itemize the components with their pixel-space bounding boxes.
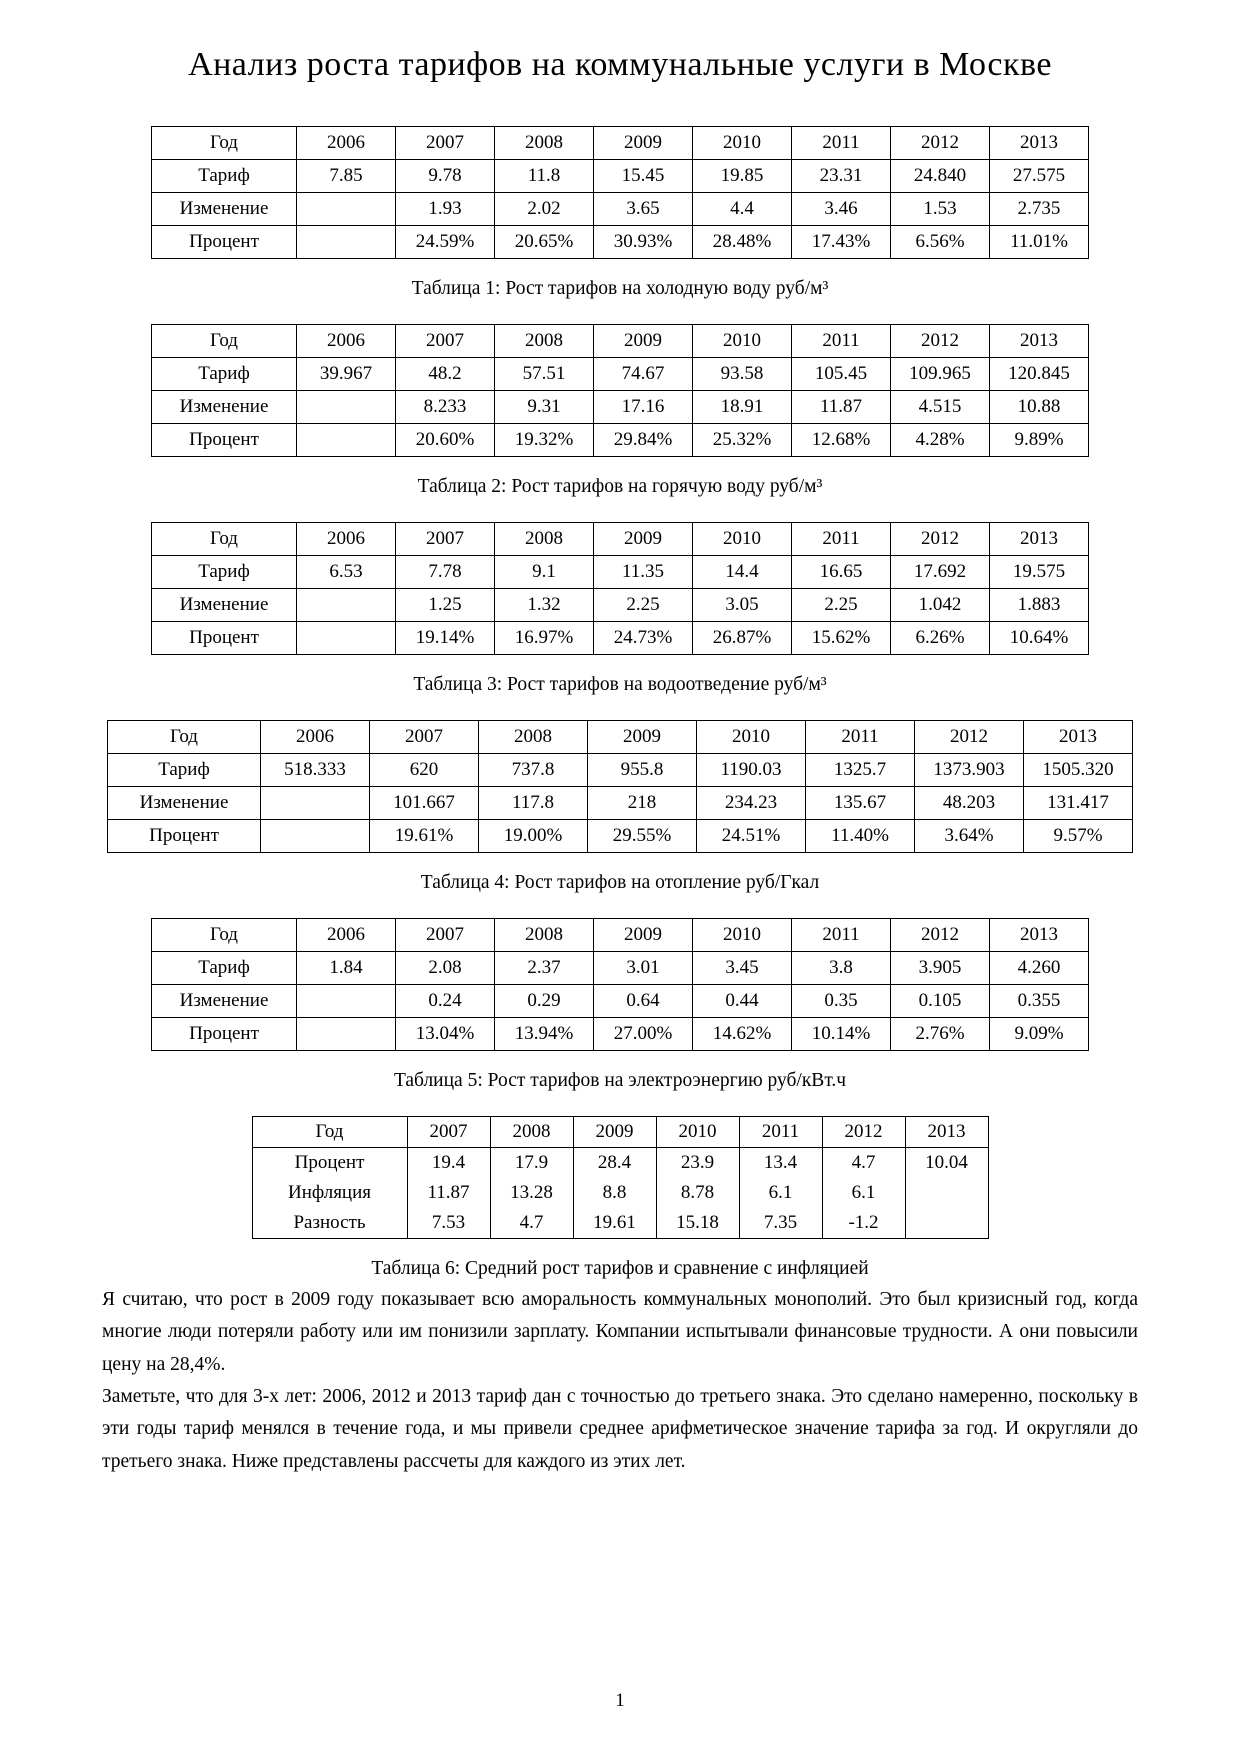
year-header-cell: 2008 (495, 523, 594, 556)
year-header-cell: 2009 (594, 325, 693, 358)
value-cell: 19.575 (990, 556, 1089, 589)
year-header-cell: 2007 (407, 1117, 490, 1148)
table-caption-2: Таблица 2: Рост тарифов на горячую воду руб/м³ (417, 476, 823, 497)
value-cell: 13.4 (739, 1148, 822, 1179)
value-cell: 2.08 (396, 952, 495, 985)
value-cell: 28.48% (693, 226, 792, 259)
value-cell: 7.35 (739, 1208, 822, 1239)
year-header-cell: 2006 (261, 721, 370, 754)
value-cell: 19.32% (495, 424, 594, 457)
table-row (152, 160, 1089, 193)
value-cell: 39.967 (297, 358, 396, 391)
value-cell (261, 820, 370, 853)
value-cell (297, 622, 396, 655)
value-cell: 93.58 (693, 358, 792, 391)
row-label-cell: Процент (152, 226, 297, 259)
table-row (152, 391, 1089, 424)
row-label-cell: Тариф (108, 754, 261, 787)
year-header-cell: 2006 (297, 919, 396, 952)
value-cell: 11.35 (594, 556, 693, 589)
value-cell: 1.32 (495, 589, 594, 622)
value-cell: 7.53 (407, 1208, 490, 1239)
value-cell: 16.65 (792, 556, 891, 589)
year-header-cell: 2010 (656, 1117, 739, 1148)
year-header-cell: 2009 (594, 919, 693, 952)
value-cell: 620 (370, 754, 479, 787)
value-cell: 19.4 (407, 1148, 490, 1179)
value-cell: 1.042 (891, 589, 990, 622)
value-cell: 17.692 (891, 556, 990, 589)
year-header-cell: 2013 (990, 523, 1089, 556)
value-cell: 955.8 (588, 754, 697, 787)
value-cell: 11.87 (407, 1178, 490, 1208)
value-cell: 0.44 (693, 985, 792, 1018)
value-cell: 19.61 (573, 1208, 656, 1239)
table-caption-4: Таблица 4: Рост тарифов на отопление руб/Гкал (420, 872, 820, 893)
value-cell: 9.78 (396, 160, 495, 193)
value-cell: 0.35 (792, 985, 891, 1018)
value-cell: 20.60% (396, 424, 495, 457)
year-header-cell: 2011 (792, 325, 891, 358)
value-cell (261, 787, 370, 820)
table-row (152, 589, 1089, 622)
value-cell: 0.105 (891, 985, 990, 1018)
value-cell: 0.355 (990, 985, 1089, 1018)
value-cell: 6.1 (822, 1178, 905, 1208)
value-cell: 11.01% (990, 226, 1089, 259)
year-header-cell: 2010 (697, 721, 806, 754)
value-cell: 74.67 (594, 358, 693, 391)
page-title: Анализ роста тарифов на коммунальные услуги в Москве (188, 46, 1052, 83)
value-cell: 8.233 (396, 391, 495, 424)
year-header-cell: 2013 (990, 325, 1089, 358)
value-cell: 8.8 (573, 1178, 656, 1208)
value-cell: 1.93 (396, 193, 495, 226)
value-cell: 2.37 (495, 952, 594, 985)
year-header-cell: 2012 (891, 325, 990, 358)
value-cell: 3.64% (915, 820, 1024, 853)
value-cell: 14.62% (693, 1018, 792, 1051)
value-cell: 15.45 (594, 160, 693, 193)
value-cell: 3.05 (693, 589, 792, 622)
year-header-cell: 2010 (693, 523, 792, 556)
value-cell: 24.73% (594, 622, 693, 655)
table-row (108, 820, 1133, 853)
table-header-row (152, 127, 1089, 160)
value-cell: -1.2 (822, 1208, 905, 1239)
row-label-cell: Процент (252, 1148, 407, 1179)
table-header-row (152, 523, 1089, 556)
value-cell: 0.29 (495, 985, 594, 1018)
value-cell: 17.9 (490, 1148, 573, 1179)
value-cell: 29.55% (588, 820, 697, 853)
value-cell: 11.40% (806, 820, 915, 853)
value-cell: 117.8 (479, 787, 588, 820)
value-cell: 3.01 (594, 952, 693, 985)
value-cell: 135.67 (806, 787, 915, 820)
year-header-cell: 2009 (594, 127, 693, 160)
heating-tariff-table (107, 720, 1133, 853)
table-row (152, 1018, 1089, 1051)
year-header-cell: 2010 (693, 919, 792, 952)
year-header-cell: 2012 (915, 721, 1024, 754)
table-header-row (152, 325, 1089, 358)
value-cell: 13.28 (490, 1178, 573, 1208)
value-cell: 4.7 (490, 1208, 573, 1239)
value-cell: 4.515 (891, 391, 990, 424)
value-cell: 15.62% (792, 622, 891, 655)
value-cell: 19.61% (370, 820, 479, 853)
value-cell: 8.78 (656, 1178, 739, 1208)
value-cell: 11.87 (792, 391, 891, 424)
year-header-cell: 2008 (479, 721, 588, 754)
table-row (252, 1178, 988, 1208)
table-caption-3: Таблица 3: Рост тарифов на водоотведение руб/м³ (413, 674, 827, 695)
value-cell: 16.97% (495, 622, 594, 655)
table-row (152, 556, 1089, 589)
value-cell: 2.02 (495, 193, 594, 226)
value-cell: 1190.03 (697, 754, 806, 787)
value-cell: 48.2 (396, 358, 495, 391)
value-cell: 234.23 (697, 787, 806, 820)
body-paragraph-1: Я считаю, что рост в 2009 году показывает всю аморальность коммунальных монополий. Это был кризисный год, когда многие люди потеряли работу или им понизили зарплату. Компании испытывали финансовые трудности. А они повысили цену на 28,4%. (102, 1289, 1138, 1375)
year-header-cell: 2011 (792, 523, 891, 556)
table-header-row (108, 721, 1133, 754)
value-cell: 10.88 (990, 391, 1089, 424)
value-cell: 9.57% (1024, 820, 1133, 853)
row-label-cell: Год (152, 523, 297, 556)
row-label-cell: Тариф (152, 160, 297, 193)
year-header-cell: 2010 (693, 325, 792, 358)
value-cell: 2.25 (594, 589, 693, 622)
value-cell: 10.14% (792, 1018, 891, 1051)
table-header-row (152, 919, 1089, 952)
value-cell: 3.45 (693, 952, 792, 985)
value-cell: 9.09% (990, 1018, 1089, 1051)
value-cell: 3.8 (792, 952, 891, 985)
table-caption-1: Таблица 1: Рост тарифов на холодную воду руб/м³ (411, 278, 829, 299)
value-cell: 1505.320 (1024, 754, 1133, 787)
value-cell: 13.94% (495, 1018, 594, 1051)
value-cell: 19.85 (693, 160, 792, 193)
value-cell: 4.28% (891, 424, 990, 457)
row-label-cell: Тариф (152, 556, 297, 589)
year-header-cell: 2011 (806, 721, 915, 754)
table-header-row (252, 1117, 988, 1148)
row-label-cell: Процент (152, 622, 297, 655)
value-cell: 0.24 (396, 985, 495, 1018)
table-row (152, 424, 1089, 457)
table-row (152, 358, 1089, 391)
value-cell: 30.93% (594, 226, 693, 259)
electricity-tariff-table (151, 918, 1089, 1051)
value-cell: 20.65% (495, 226, 594, 259)
value-cell: 120.845 (990, 358, 1089, 391)
year-header-cell: 2011 (792, 919, 891, 952)
row-label-cell: Тариф (152, 952, 297, 985)
row-label-cell: Год (152, 127, 297, 160)
year-header-cell: 2007 (396, 919, 495, 952)
year-header-cell: 2007 (370, 721, 479, 754)
value-cell: 3.65 (594, 193, 693, 226)
water-disposal-tariff-table (151, 522, 1089, 655)
page-number: 1 (615, 1690, 625, 1711)
row-label-cell: Год (108, 721, 261, 754)
value-cell: 17.43% (792, 226, 891, 259)
value-cell: 17.16 (594, 391, 693, 424)
value-cell: 3.905 (891, 952, 990, 985)
value-cell: 2.76% (891, 1018, 990, 1051)
row-label-cell: Год (152, 325, 297, 358)
value-cell: 6.56% (891, 226, 990, 259)
table-row (152, 985, 1089, 1018)
value-cell: 10.64% (990, 622, 1089, 655)
year-header-cell: 2013 (990, 127, 1089, 160)
row-label-cell: Процент (108, 820, 261, 853)
value-cell: 4.7 (822, 1148, 905, 1179)
hot-water-tariff-table (151, 324, 1089, 457)
value-cell: 109.965 (891, 358, 990, 391)
value-cell: 48.203 (915, 787, 1024, 820)
value-cell: 23.31 (792, 160, 891, 193)
year-header-cell: 2008 (495, 127, 594, 160)
value-cell (297, 985, 396, 1018)
value-cell (905, 1178, 988, 1208)
value-cell: 4.4 (693, 193, 792, 226)
table-row (108, 787, 1133, 820)
table-row (152, 193, 1089, 226)
row-label-cell: Процент (152, 424, 297, 457)
row-label-cell: Изменение (108, 787, 261, 820)
row-label-cell: Изменение (152, 193, 297, 226)
table-caption-5: Таблица 5: Рост тарифов на электроэнергию руб/кВт.ч (393, 1070, 847, 1091)
value-cell: 1.25 (396, 589, 495, 622)
table-row (152, 226, 1089, 259)
year-header-cell: 2008 (495, 919, 594, 952)
year-header-cell: 2007 (396, 127, 495, 160)
value-cell: 29.84% (594, 424, 693, 457)
value-cell: 1325.7 (806, 754, 915, 787)
table-caption-6: Таблица 6: Средний рост тарифов и сравнение с инфляцией (371, 1258, 869, 1279)
row-label-cell: Процент (152, 1018, 297, 1051)
value-cell: 1.883 (990, 589, 1089, 622)
table-row (152, 952, 1089, 985)
row-label-cell: Тариф (152, 358, 297, 391)
value-cell: 6.1 (739, 1178, 822, 1208)
value-cell: 0.64 (594, 985, 693, 1018)
value-cell: 57.51 (495, 358, 594, 391)
value-cell: 27.00% (594, 1018, 693, 1051)
row-label-cell: Год (152, 919, 297, 952)
table-row (252, 1148, 988, 1179)
value-cell: 518.333 (261, 754, 370, 787)
year-header-cell: 2007 (396, 523, 495, 556)
year-header-cell: 2012 (891, 127, 990, 160)
body-paragraph-2: Заметьте, что для 3-х лет: 2006, 2012 и 2013 тариф дан с точностью до третьего знака. Это сделано намеренно, поскольку в эти годы тариф менялся в течение года, и мы привели среднее арифметическое значение тарифа за год. И округляли до третьего знака. Ниже представлены рассчеты для каждого из этих лет. (102, 1386, 1138, 1472)
value-cell: 1.53 (891, 193, 990, 226)
table-row (252, 1208, 988, 1239)
value-cell: 28.4 (573, 1148, 656, 1179)
value-cell: 737.8 (479, 754, 588, 787)
value-cell: 27.575 (990, 160, 1089, 193)
value-cell: 24.59% (396, 226, 495, 259)
year-header-cell: 2006 (297, 127, 396, 160)
value-cell: 1373.903 (915, 754, 1024, 787)
year-header-cell: 2013 (1024, 721, 1133, 754)
value-cell: 2.25 (792, 589, 891, 622)
value-cell: 18.91 (693, 391, 792, 424)
year-header-cell: 2008 (495, 325, 594, 358)
inflation-comparison-table (252, 1116, 989, 1239)
year-header-cell: 2010 (693, 127, 792, 160)
value-cell: 26.87% (693, 622, 792, 655)
value-cell: 105.45 (792, 358, 891, 391)
year-header-cell: 2006 (297, 523, 396, 556)
year-header-cell: 2011 (739, 1117, 822, 1148)
value-cell: 11.8 (495, 160, 594, 193)
value-cell: 6.26% (891, 622, 990, 655)
value-cell: 7.78 (396, 556, 495, 589)
value-cell: 9.31 (495, 391, 594, 424)
value-cell: 2.735 (990, 193, 1089, 226)
value-cell: 6.53 (297, 556, 396, 589)
row-label-cell: Изменение (152, 589, 297, 622)
value-cell: 24.51% (697, 820, 806, 853)
year-header-cell: 2012 (822, 1117, 905, 1148)
year-header-cell: 2009 (573, 1117, 656, 1148)
table-row (152, 622, 1089, 655)
year-header-cell: 2012 (891, 919, 990, 952)
year-header-cell: 2007 (396, 325, 495, 358)
cold-water-tariff-table (151, 126, 1089, 259)
value-cell: 9.89% (990, 424, 1089, 457)
table-row (108, 754, 1133, 787)
value-cell: 218 (588, 787, 697, 820)
value-cell: 3.46 (792, 193, 891, 226)
year-header-cell: 2008 (490, 1117, 573, 1148)
value-cell: 101.667 (370, 787, 479, 820)
year-header-cell: 2013 (905, 1117, 988, 1148)
row-label-cell: Разность (252, 1208, 407, 1239)
row-label-cell: Изменение (152, 391, 297, 424)
row-label-cell: Год (252, 1117, 407, 1148)
value-cell (297, 1018, 396, 1051)
value-cell: 23.9 (656, 1148, 739, 1179)
year-header-cell: 2011 (792, 127, 891, 160)
row-label-cell: Изменение (152, 985, 297, 1018)
value-cell: 131.417 (1024, 787, 1133, 820)
value-cell: 24.840 (891, 160, 990, 193)
value-cell (297, 391, 396, 424)
row-label-cell: Инфляция (252, 1178, 407, 1208)
value-cell: 4.260 (990, 952, 1089, 985)
value-cell: 10.04 (905, 1148, 988, 1179)
year-header-cell: 2009 (594, 523, 693, 556)
value-cell: 14.4 (693, 556, 792, 589)
year-header-cell: 2012 (891, 523, 990, 556)
value-cell (297, 226, 396, 259)
value-cell: 15.18 (656, 1208, 739, 1239)
value-cell: 25.32% (693, 424, 792, 457)
year-header-cell: 2009 (588, 721, 697, 754)
value-cell: 9.1 (495, 556, 594, 589)
value-cell: 12.68% (792, 424, 891, 457)
value-cell (297, 193, 396, 226)
year-header-cell: 2013 (990, 919, 1089, 952)
value-cell (905, 1208, 988, 1239)
value-cell: 19.14% (396, 622, 495, 655)
value-cell: 7.85 (297, 160, 396, 193)
value-cell (297, 589, 396, 622)
value-cell: 19.00% (479, 820, 588, 853)
year-header-cell: 2006 (297, 325, 396, 358)
value-cell: 1.84 (297, 952, 396, 985)
value-cell: 13.04% (396, 1018, 495, 1051)
value-cell (297, 424, 396, 457)
